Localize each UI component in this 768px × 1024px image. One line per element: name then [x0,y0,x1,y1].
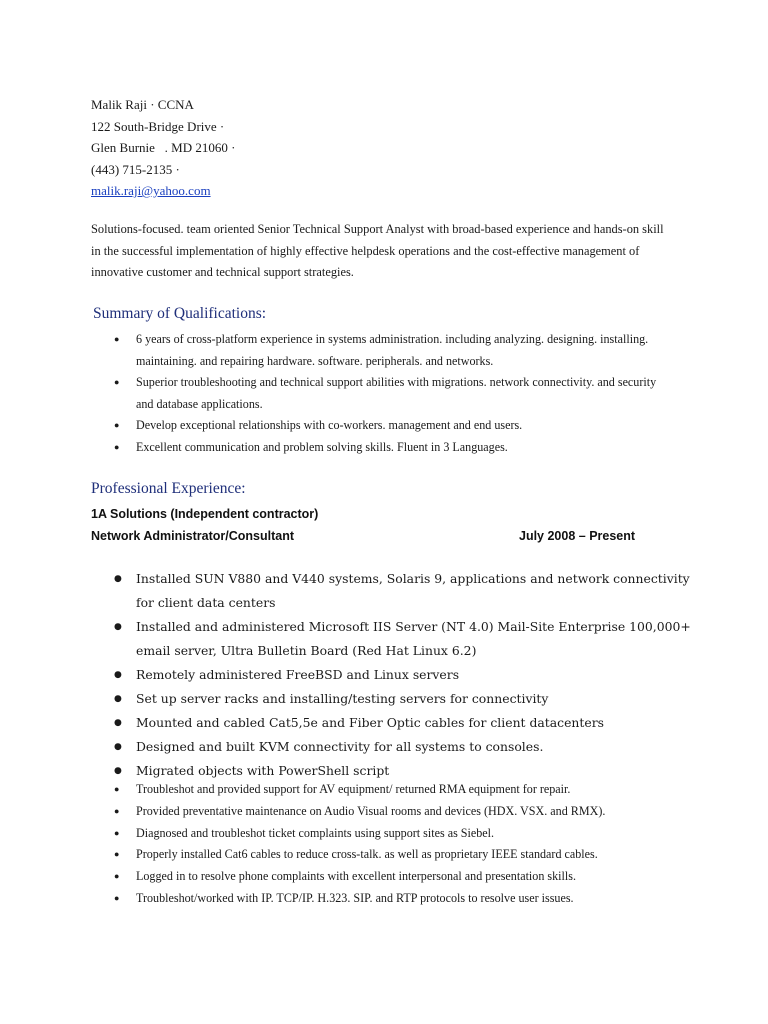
experience-item-text: Logged in to resolve phone complaints with excellent interpersonal and presentation skills. [136,869,576,884]
role-dates: July 2008 – Present [519,529,636,543]
list-item [114,735,696,759]
contact-block [91,94,235,202]
bullet-icon: ● [114,441,120,452]
email-link[interactable]: malik.raji@yahoo.com [91,183,211,198]
list-item [114,888,696,910]
bullet-icon: ● [114,670,122,680]
bullet-icon: ● [114,871,120,882]
bullet-icon: ● [114,742,122,752]
list-item [114,779,696,801]
bullet-icon: ● [114,784,120,794]
list-item [114,329,676,372]
role-row [91,529,636,543]
experience-item-text: Properly installed Cat6 cables to reduce cross-talk. as well as proprietary IEEE standard cables. [136,847,598,862]
bullet-icon: ● [114,334,120,344]
list-item [114,844,696,866]
list-item [114,687,696,711]
name-line: Malik Raji · CCNA [91,97,194,112]
bullet-icon: ● [114,718,122,728]
summary-heading: Summary of Qualifications: [93,305,267,322]
bullet-icon: ● [114,892,120,903]
experience-item-text: Migrated objects with PowerShell script [136,763,390,778]
bullet-icon: ● [114,766,122,776]
intro-paragraph: Solutions-focused. team oriented Senior Technical Support Analyst with broad-based experience and hands-on skill in the successful implementation of highly effective helpdesk operations and the cost-effective management of innovative customer and technical support strategies. [91,222,664,280]
experience-item-text: Installed and administered Microsoft IIS Server (NT 4.0) Mail-Site Enterprise 100,000+ email server, Ultra Bulletin Board (Red Hat Linux 6.2) [136,619,691,658]
list-item [114,663,696,687]
summary-list [114,329,676,459]
experience-list-secondary [114,779,696,910]
bullet-icon: ● [114,694,122,704]
experience-item-text: Set up server racks and installing/testing servers for connectivity [136,691,549,706]
list-item [114,415,676,437]
list-item [114,823,696,845]
list-item [114,801,696,823]
summary-item-text: Superior troubleshooting and technical support abilities with migrations. network connectivity. and security and database applications. [136,375,657,411]
phone-line: (443) 715-2135 · [91,161,180,177]
list-item [114,372,676,415]
list-item [114,615,696,663]
summary-item-text: Excellent communication and problem solving skills. Fluent in 3 Languages. [136,439,508,454]
role-title: Network Administrator/Consultant [91,529,295,543]
bullet-icon: ● [114,827,120,838]
experience-item-text: Remotely administered FreeBSD and Linux servers [136,667,460,682]
bullet-icon: ● [114,622,122,632]
city-line: Glen Burnie . MD 21060 · [91,140,236,155]
experience-item-text: Mounted and cabled Cat5,5e and Fiber Optic cables for client datacenters [136,715,604,730]
summary-item-text: 6 years of cross-platform experience in systems administration. including analyzing. designing. installing. maintaining. and repairing hardware. software. peripherals. and networks. [136,332,649,368]
address-line: 122 South-Bridge Drive · [91,118,225,134]
experience-item-text: Troubleshot/worked with IP. TCP/IP. H.323. SIP. and RTP protocols to resolve user issues. [136,890,574,905]
bullet-icon: ● [114,377,120,388]
bullet-icon: ● [114,420,120,431]
list-item [114,866,696,888]
bullet-icon: ● [114,805,120,816]
experience-item-text: Troubleshot and provided support for AV equipment/ returned RMA equipment for repair. [136,782,571,796]
summary-item-text: Develop exceptional relationships with co-workers. management and end users. [136,418,523,433]
experience-item-text: Diagnosed and troubleshot ticket complaints using support sites as Siebel. [136,825,495,840]
experience-item-text: Designed and built KVM connectivity for all systems to consoles. [136,739,544,754]
company-name: 1A Solutions (Independent contractor) [91,507,319,521]
list-item [114,711,696,735]
list-item [114,567,696,615]
experience-list-primary [114,567,696,783]
list-item [114,437,676,459]
experience-item-text: Installed SUN V880 and V440 systems, Solaris 9, applications and network connectivity for client data centers [136,571,690,610]
bullet-icon: ● [114,849,120,860]
bullet-icon: ● [114,574,122,584]
experience-item-text: Provided preventative maintenance on Audio Visual rooms and devices (HDX. VSX. and RMX). [136,803,606,818]
experience-heading: Professional Experience: [91,480,246,497]
